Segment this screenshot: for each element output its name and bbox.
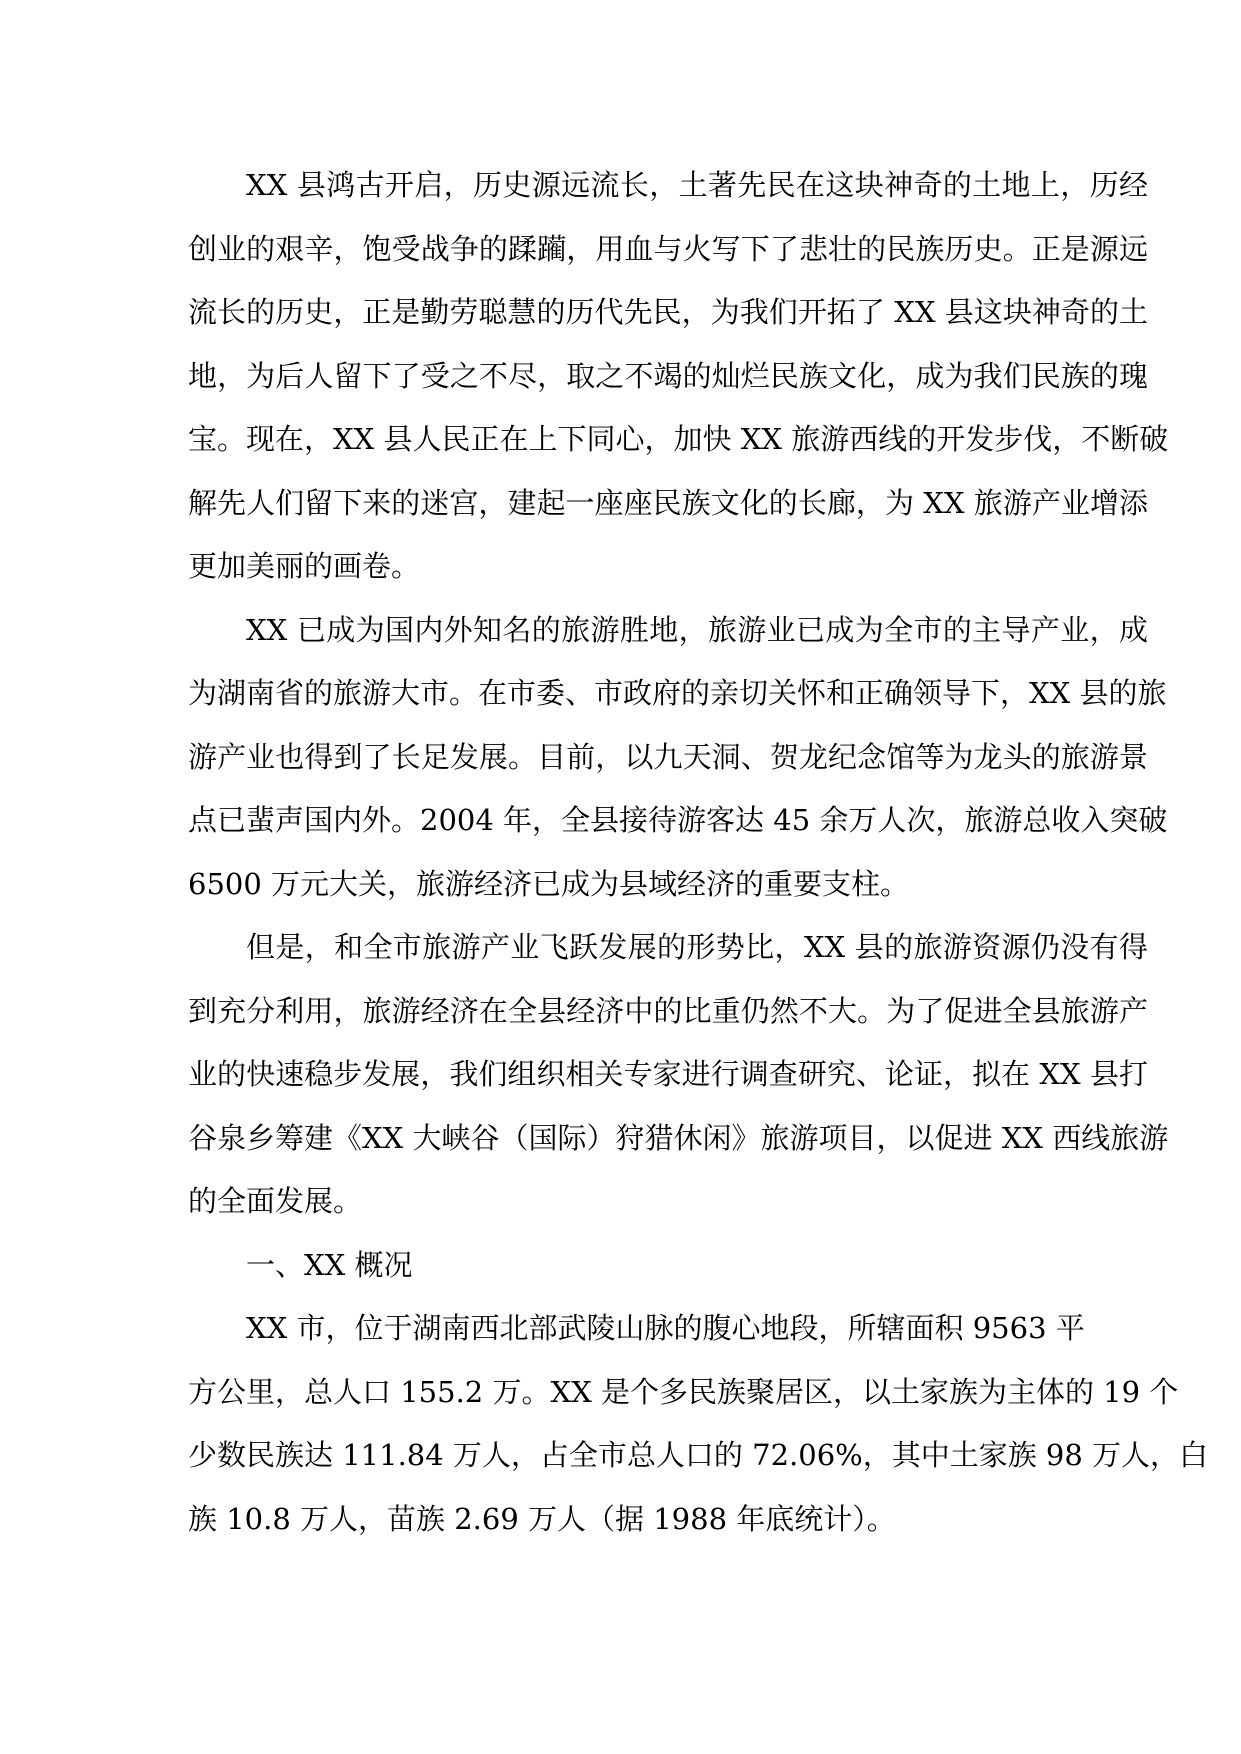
paragraph-line: 业的快速稳步发展，我们组织相关专家进行调查研究、论证，拟在 XX 县打 [188,1057,1148,1091]
paragraph-line: 宝。现在，XX 县人民正在上下同心，加快 XX 旅游西线的开发步伐，不断破 [188,422,1169,456]
paragraph-line: 地，为后人留下了受之不尽，取之不竭的灿烂民族文化，成为我们民族的瑰 [188,358,1148,393]
paragraph-line: 族 10.8 万人，苗族 2.69 万人（据 1988 年底统计）。 [188,1501,896,1536]
paragraph-line: 谷泉乡筹建《XX 大峡谷（国际）狩猎休闲》旅游项目，以促进 XX 西线旅游 [188,1120,1169,1155]
section-heading: 一、XX 概况 [246,1247,413,1282]
paragraph-line: 6500 万元大关，旅游经济已成为县域经济的重要支柱。 [188,866,910,901]
paragraph-line: 点已蜚声国内外。2004 年，全县接待游客达 45 余万人次，旅游总收入突破 [188,803,1168,837]
paragraph-line: 为湖南省的旅游大市。在市委、市政府的亲切关怀和正确领导下，XX 县的旅 [188,676,1167,710]
paragraph-line: XX 市，位于湖南西北部武陵山脉的腹心地段，所辖面积 9563 平 [246,1311,1085,1345]
paragraph-overview [188,1297,1209,1551]
paragraph-line: 方公里，总人口 155.2 万。XX 是个多民族聚居区，以土家族为主体的 19 个 [188,1374,1179,1409]
paragraph-line: 更加美丽的画卷。 [188,549,421,583]
paragraph-line: 解先人们留下来的迷宫，建起一座座民族文化的长廊，为 XX 旅游产业增添 [188,485,1148,520]
paragraph-line: 但是，和全市旅游产业飞跃发展的形势比，XX 县的旅游资源仍没有得 [246,930,1148,964]
paragraph-line: 创业的艰辛，饱受战争的蹂躏，用血与火写下了悲壮的民族历史。正是源远 [188,231,1148,266]
paragraph-project-proposal [188,916,1169,1234]
paragraph-line: XX 已成为国内外知名的旅游胜地，旅游业已成为全市的主导产业，成 [246,612,1148,647]
paragraph-line: 少数民族达 111.84 万人，占全市总人口的 72.06%，其中土家族 98 万人，白 [188,1438,1209,1472]
paragraph-intro [188,154,1169,599]
document-body [188,154,1209,1551]
paragraph-line: 游产业也得到了长足发展。目前，以九天洞、贺龙纪念馆等为龙头的旅游景 [188,739,1148,774]
section-heading-block [188,1234,1148,1298]
paragraph-line: 流长的历史，正是勤劳聪慧的历代先民，为我们开拓了 XX 县这块神奇的土 [188,295,1148,329]
paragraph-line: 到充分利用，旅游经济在全县经济中的比重仍然不大。为了促进全县旅游产 [188,993,1148,1028]
paragraph-line: XX 县鸿古开启，历史源远流长，土著先民在这块神奇的土地上，历经 [246,168,1148,202]
paragraph-tourism-status [188,599,1168,917]
paragraph-line: 的全面发展。 [188,1184,363,1218]
